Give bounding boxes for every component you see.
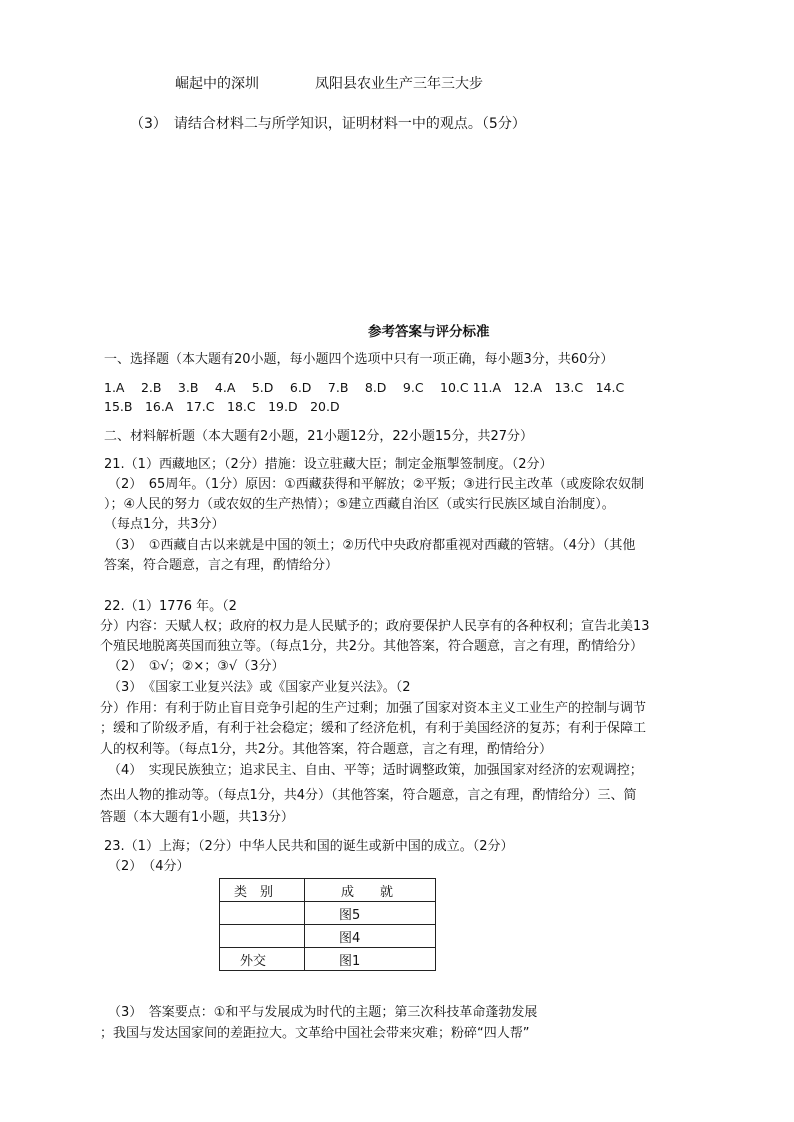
section2-heading: 二、材料解析题（本大题有2小题，21小题12分，22小题15分，共27分） bbox=[104, 429, 533, 444]
table-cell-category: 外交 bbox=[220, 948, 305, 971]
table-header-category: 类 别 bbox=[220, 879, 305, 902]
q21-line: （每点1分，共3分） bbox=[104, 517, 225, 532]
q23-line4: ；我国与发达国家间的差距拉大。文革给中国社会带来灾难；粉碎“四人帮” bbox=[100, 1026, 530, 1041]
table-row bbox=[220, 948, 436, 971]
q22-line: ；缓和了阶级矛盾，有利于社会稳定；缓和了经济危机，有利于美国经济的复苏；有利于保障工 bbox=[100, 721, 647, 736]
q23-line3: （3） 答案要点：①和平与发展成为时代的主题；第三次科技革命蓬勃发展 bbox=[108, 1005, 538, 1020]
q22-line: 杰出人物的推动等。（每点1分，共4分）（其他答案，符合题意，言之有理，酌情给分）三、简 bbox=[100, 788, 637, 803]
question-3: （3） 请结合材料二与所学知识，证明材料一中的观点。（5分） bbox=[130, 116, 526, 132]
table-cell-achievement: 图5 bbox=[305, 902, 436, 925]
q21-line: 答案，符合题意，言之有理，酌情给分） bbox=[104, 558, 339, 573]
q21-line: （3） ①西藏自古以来就是中国的领土；②历代中央政府都重视对西藏的管辖。（4分）（其他 bbox=[108, 538, 636, 553]
q23-line1: 23.（1）上海；（2分）中华人民共和国的诞生或新中国的成立。（2分） bbox=[104, 839, 514, 854]
table-row bbox=[220, 925, 436, 948]
q21-line: ）；④人民的努力（或农奴的生产热情）；⑤建立西藏自治区（或实行民族区域自治制度）。 bbox=[104, 497, 615, 512]
table-cell-category bbox=[220, 925, 305, 948]
table-cell-achievement: 图4 bbox=[305, 925, 436, 948]
caption-shenzhen: 崛起中的深圳 bbox=[175, 76, 259, 92]
achievement-table bbox=[219, 878, 436, 971]
table-header-achievement: 成 就 bbox=[305, 879, 436, 902]
section1-answers-line2: 15.B 16.A 17.C 18.C 19.D 20.D bbox=[104, 399, 340, 414]
caption-fengyang: 凤阳县农业生产三年三大步 bbox=[315, 76, 483, 92]
table-cell-category bbox=[220, 902, 305, 925]
q22-line: 分）内容：天赋人权；政府的权力是人民赋予的；政府要保护人民享有的各种权利；宣告北美13 bbox=[100, 619, 650, 634]
q22-line: 人的权利等。（每点1分，共2分。其他答案，符合题意，言之有理，酌情给分） bbox=[100, 742, 553, 757]
q22-line: 个殖民地脱离英国而独立等。（每点1分，共2分。其他答案，符合题意，言之有理，酌情给分） bbox=[100, 639, 644, 654]
q22-line: （3） 《国家工业复兴法》或《国家产业复兴法》。（2 bbox=[108, 680, 411, 695]
q22-line: 22.（1）1776 年。（2 bbox=[104, 599, 237, 614]
q23-line2: （2） （4分） bbox=[108, 859, 190, 874]
q22-line: （2） ①√；②×；③√（3分） bbox=[108, 659, 285, 674]
section1-heading: 一、选择题（本大题有20小题，每小题四个选项中只有一项正确，每小题3分，共60分） bbox=[104, 352, 614, 367]
table-header-row bbox=[220, 879, 436, 902]
q22-line: 分）作用：有利于防止盲目竞争引起的生产过剩；加强了国家对资本主义工业生产的控制与调节 bbox=[100, 701, 647, 716]
q22-line: （4） 实现民族独立；追求民主、自由、平等；适时调整政策，加强国家对经济的宏观调控； bbox=[108, 763, 643, 778]
table-cell-achievement: 图1 bbox=[305, 948, 436, 971]
q22-line: 答题（本大题有1小题，共13分） bbox=[100, 810, 294, 825]
q21-line: 21.（1）西藏地区；（2分）措施：设立驻藏大臣；制定金瓶掣签制度。（2分） bbox=[104, 457, 553, 472]
table-row bbox=[220, 902, 436, 925]
q21-line: （2） 65周年。（1分）原因：①西藏获得和平解放；②平叛；③进行民主改革（或废除农奴制 bbox=[108, 477, 645, 492]
section1-answers-line1: 1.A 2.B 3.B 4.A 5.D 6.D 7.B 8.D 9.C 10.C 11.A 12.A 13.C 14.C bbox=[104, 380, 625, 395]
answer-title: 参考答案与评分标准 bbox=[368, 324, 490, 340]
